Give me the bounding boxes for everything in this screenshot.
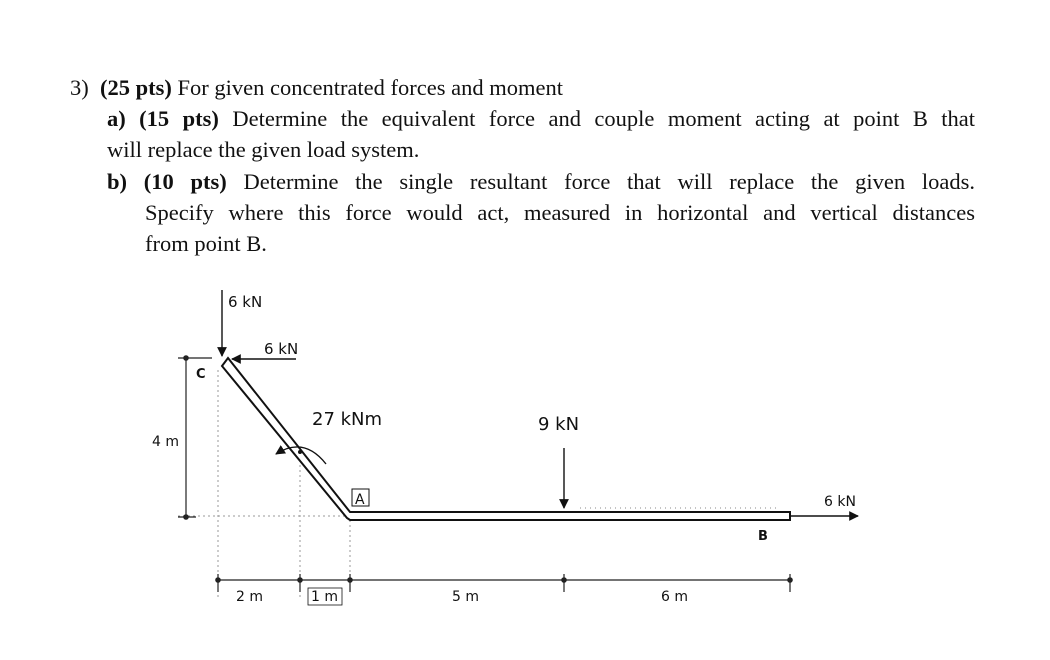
point-a-label: A: [355, 492, 365, 508]
dim-label-2m: 2 m: [236, 589, 263, 605]
dim-label-6m: 6 m: [661, 589, 688, 605]
height-dim-label: 4 m: [152, 434, 179, 450]
force-horizontal-b-label: 6 kN: [824, 494, 856, 510]
part-b-line-3: from point B.: [145, 231, 267, 256]
part-a-text-1: Determine the equivalent force and couple moment acting at point B that: [232, 106, 976, 131]
dim-label-1m: 1 m: [311, 589, 338, 605]
problem-intro: For given concentrated forces and moment: [177, 75, 563, 100]
part-b-line-2: Specify where this force would act, measured in horizontal and vertical distances: [145, 200, 975, 225]
moment-label: 27 kNm: [312, 409, 383, 430]
force-vertical-c-label: 6 kN: [228, 293, 263, 311]
point-b-label: B: [758, 529, 768, 544]
height-dimension: [178, 356, 212, 519]
force-9kn-label: 9 kN: [538, 414, 580, 435]
part-b-label: b) (10 pts): [107, 169, 227, 194]
point-c-label: C: [196, 367, 206, 382]
structure-member: [222, 358, 790, 520]
problem-points: (25 pts): [100, 75, 172, 100]
part-a-label: a) (15 pts): [107, 106, 219, 131]
part-a-line-2: will replace the given load system.: [107, 137, 420, 162]
problem-number: 3): [70, 75, 89, 100]
force-horizontal-c-label: 6 kN: [264, 340, 299, 358]
part-b-text-1: Determine the single resultant force that will replace the given loads.: [243, 169, 976, 194]
dim-label-5m: 5 m: [452, 589, 479, 605]
horizontal-dimension: [216, 574, 792, 592]
